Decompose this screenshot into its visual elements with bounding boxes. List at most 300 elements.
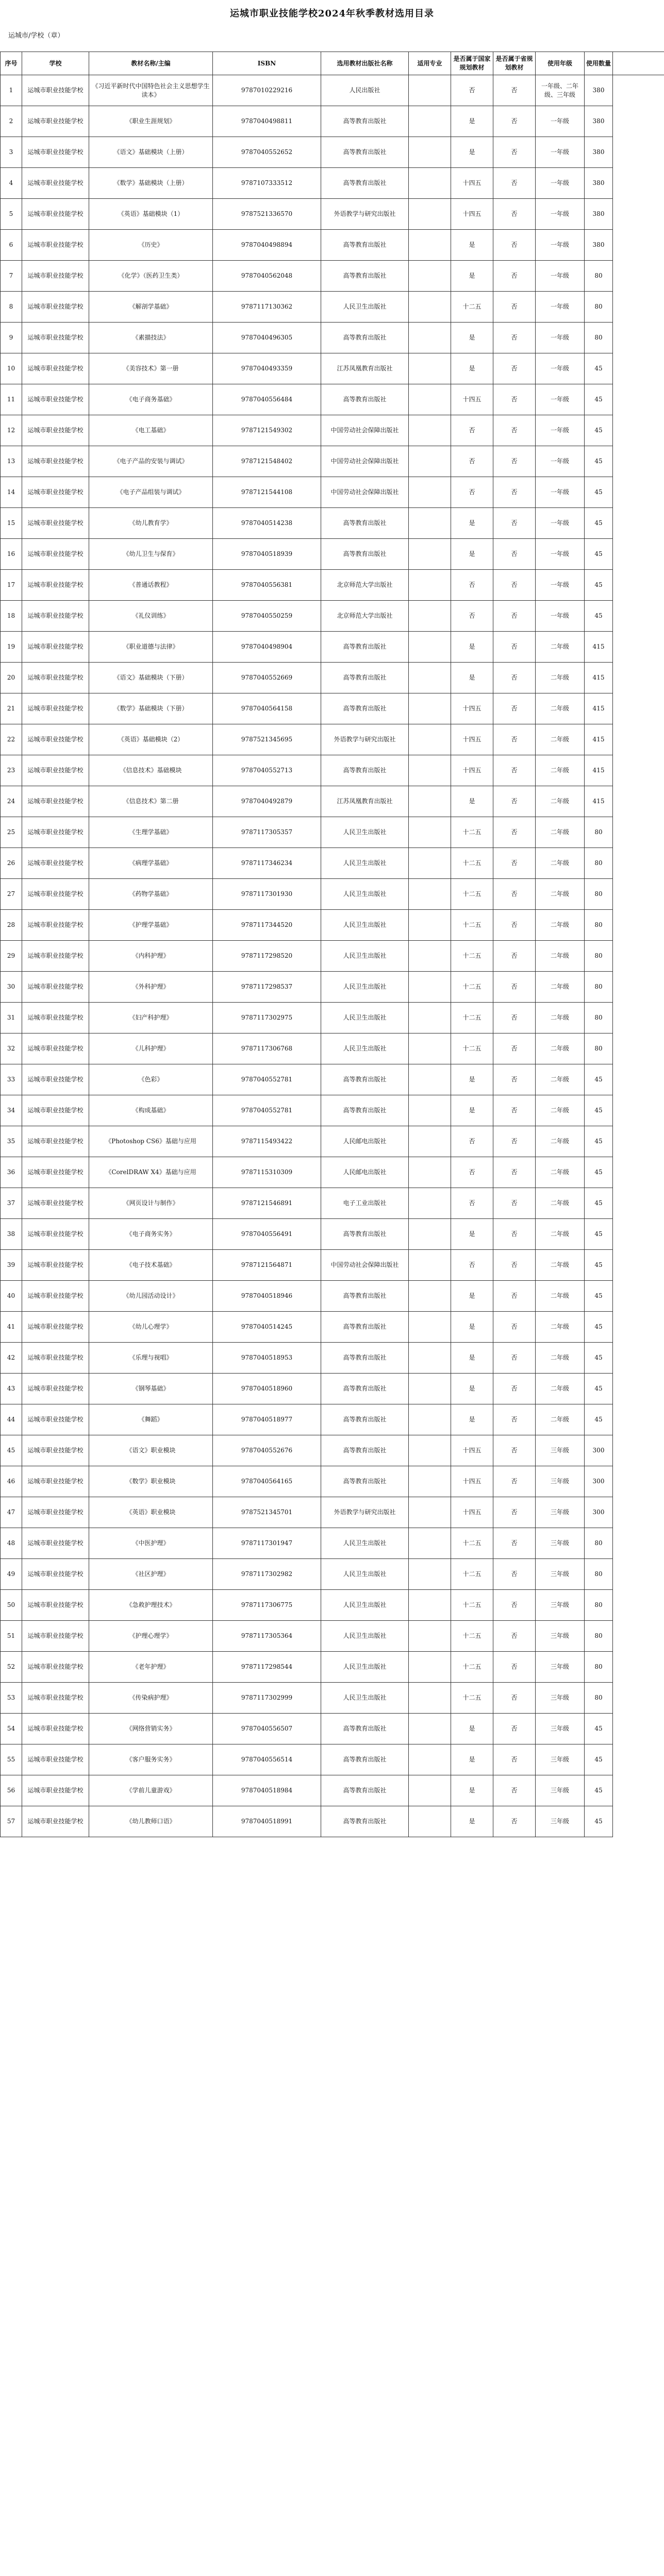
table-cell: 45	[585, 1188, 613, 1219]
table-cell: 运城市职业技能学校	[22, 724, 89, 755]
table-cell: 一年级	[536, 384, 585, 415]
table-cell: 《英语》职业模块	[89, 1497, 213, 1528]
table-cell: 9787040556514	[213, 1744, 321, 1775]
table-cell: 380	[585, 230, 613, 261]
table-cell: 十四五	[451, 168, 493, 199]
table-cell: 运城市职业技能学校	[22, 1095, 89, 1126]
table-cell: 45	[585, 1250, 613, 1281]
table-cell: 否	[493, 1033, 536, 1064]
table-cell: 十二五	[451, 848, 493, 879]
table-row	[1, 199, 664, 230]
table-cell: 三年级	[536, 1590, 585, 1621]
table-cell: 是	[451, 1281, 493, 1312]
table-cell: 否	[493, 817, 536, 848]
table-cell: 运城市职业技能学校	[22, 508, 89, 539]
table-cell: 9787040514238	[213, 508, 321, 539]
table-cell: 三年级	[536, 1744, 585, 1775]
table-cell: 高等教育出版社	[321, 168, 409, 199]
table-cell: 《化学》（医药卫生类）	[89, 261, 213, 292]
table-row	[1, 1250, 664, 1281]
table-cell: 《乐理与视唱》	[89, 1343, 213, 1374]
table-cell: 是	[451, 632, 493, 663]
table-cell: 运城市职业技能学校	[22, 75, 89, 106]
table-cell: 9787040552713	[213, 755, 321, 786]
table-cell: 是	[451, 1806, 493, 1837]
table-cell: 一年级	[536, 508, 585, 539]
table-row	[1, 941, 664, 972]
table-cell: 9787121564871	[213, 1250, 321, 1281]
table-cell: 16	[1, 539, 22, 570]
table-cell: 否	[493, 75, 536, 106]
table-cell: 十二五	[451, 972, 493, 1003]
table-cell: 29	[1, 941, 22, 972]
table-cell: 高等教育出版社	[321, 1435, 409, 1466]
table-cell	[409, 1126, 451, 1157]
table-cell: 否	[493, 1250, 536, 1281]
table-cell: 《职业生涯规划》	[89, 106, 213, 137]
table-cell	[409, 261, 451, 292]
table-cell: 9	[1, 323, 22, 353]
school-stamp-label: 运城市/学校（章）	[8, 32, 64, 40]
table-cell: 一年级	[536, 106, 585, 137]
table-cell: 运城市职业技能学校	[22, 1714, 89, 1744]
header-cell-blank	[613, 52, 664, 75]
table-cell: 人民卫生出版社	[321, 1033, 409, 1064]
table-cell	[409, 724, 451, 755]
table-cell: 十四五	[451, 693, 493, 724]
table-cell: 三年级	[536, 1652, 585, 1683]
table-cell: 运城市职业技能学校	[22, 663, 89, 693]
table-cell: 300	[585, 1497, 613, 1528]
table-cell: 45	[585, 508, 613, 539]
table-cell: 人民卫生出版社	[321, 1528, 409, 1559]
table-cell: 15	[1, 508, 22, 539]
table-row	[1, 879, 664, 910]
table-cell: 是	[451, 1095, 493, 1126]
table-cell: 二年级	[536, 817, 585, 848]
table-cell	[409, 1714, 451, 1744]
table-cell: 二年级	[536, 1219, 585, 1250]
table-cell: 9787040562048	[213, 261, 321, 292]
table-cell: 《素描技法》	[89, 323, 213, 353]
table-cell: 45	[585, 1714, 613, 1744]
table-cell: 否	[493, 1188, 536, 1219]
table-row	[1, 1466, 664, 1497]
table-cell: 十二五	[451, 1559, 493, 1590]
table-cell: 运城市职业技能学校	[22, 446, 89, 477]
table-cell: 人民卫生出版社	[321, 817, 409, 848]
table-cell: 一年级	[536, 168, 585, 199]
table-cell: 《生理学基础》	[89, 817, 213, 848]
table-cell: 二年级	[536, 1095, 585, 1126]
table-cell: 否	[493, 693, 536, 724]
table-cell	[409, 1404, 451, 1435]
table-cell	[409, 879, 451, 910]
table-cell	[409, 693, 451, 724]
table-cell: 一年级	[536, 539, 585, 570]
table-cell: 是	[451, 353, 493, 384]
table-cell: 否	[493, 1219, 536, 1250]
table-cell: 41	[1, 1312, 22, 1343]
table-cell: 《语文》职业模块	[89, 1435, 213, 1466]
table-cell: 二年级	[536, 1250, 585, 1281]
table-cell: 《药物学基础》	[89, 879, 213, 910]
table-cell: 高等教育出版社	[321, 137, 409, 168]
table-cell	[409, 1374, 451, 1404]
table-cell: 30	[1, 972, 22, 1003]
table-cell: 《礼仪训练》	[89, 601, 213, 632]
table-cell: 运城市职业技能学校	[22, 786, 89, 817]
table-row	[1, 446, 664, 477]
table-cell: 80	[585, 972, 613, 1003]
table-cell: 80	[585, 1559, 613, 1590]
table-row	[1, 1528, 664, 1559]
table-cell: 《幼儿教育学》	[89, 508, 213, 539]
table-cell: 80	[585, 1683, 613, 1714]
table-cell: 运城市职业技能学校	[22, 1806, 89, 1837]
table-cell: 运城市职业技能学校	[22, 1744, 89, 1775]
table-cell: 高等教育出版社	[321, 1343, 409, 1374]
table-cell: 北京师范大学出版社	[321, 601, 409, 632]
table-cell: 9787117302975	[213, 1003, 321, 1033]
table-cell	[409, 199, 451, 230]
table-cell: 十四五	[451, 724, 493, 755]
table-cell: 《网页设计与制作》	[89, 1188, 213, 1219]
table-cell: 否	[493, 1003, 536, 1033]
table-cell: 十四五	[451, 755, 493, 786]
table-cell: 45	[585, 1312, 613, 1343]
header-cell: 序号	[1, 52, 22, 75]
table-cell: 9787040556484	[213, 384, 321, 415]
table-cell: 9787040518953	[213, 1343, 321, 1374]
table-cell: 55	[1, 1744, 22, 1775]
table-cell: 运城市职业技能学校	[22, 570, 89, 601]
table-cell: 运城市职业技能学校	[22, 199, 89, 230]
table-cell: 否	[493, 137, 536, 168]
table-cell: 三年级	[536, 1435, 585, 1466]
table-cell	[409, 1621, 451, 1652]
table-cell: 人民卫生出版社	[321, 1652, 409, 1683]
table-cell: 《网络营销实务》	[89, 1714, 213, 1744]
table-cell: 运城市职业技能学校	[22, 1683, 89, 1714]
table-cell: 十二五	[451, 879, 493, 910]
table-cell: 13	[1, 446, 22, 477]
table-cell: 否	[493, 415, 536, 446]
table-cell: 9787115310309	[213, 1157, 321, 1188]
table-cell: 44	[1, 1404, 22, 1435]
table-cell: 十二五	[451, 1528, 493, 1559]
table-cell: 运城市职业技能学校	[22, 230, 89, 261]
table-cell: 380	[585, 75, 613, 106]
table-cell	[409, 1343, 451, 1374]
table-cell: 三年级	[536, 1775, 585, 1806]
table-cell: 高等教育出版社	[321, 1806, 409, 1837]
page-title: 运城市职业技能学校2024年秋季教材选用目录	[229, 8, 435, 19]
table-cell	[409, 1528, 451, 1559]
table-cell: 运城市职业技能学校	[22, 1404, 89, 1435]
table-cell: 80	[585, 879, 613, 910]
table-cell: 57	[1, 1806, 22, 1837]
table-cell: 80	[585, 1528, 613, 1559]
table-cell: 人民卫生出版社	[321, 1683, 409, 1714]
table-cell	[409, 292, 451, 323]
table-cell: 否	[451, 1250, 493, 1281]
table-cell: 人民卫生出版社	[321, 972, 409, 1003]
table-cell: 是	[451, 230, 493, 261]
table-cell: 否	[493, 1497, 536, 1528]
table-cell: 否	[493, 1466, 536, 1497]
table-cell: 是	[451, 323, 493, 353]
table-cell: 《数学》基础模块（上册）	[89, 168, 213, 199]
table-cell: 9787040552652	[213, 137, 321, 168]
table-cell: 高等教育出版社	[321, 384, 409, 415]
table-cell: 是	[451, 261, 493, 292]
table-row	[1, 261, 664, 292]
table-cell: 否	[493, 446, 536, 477]
table-cell: 《钢琴基础》	[89, 1374, 213, 1404]
table-cell: 高等教育出版社	[321, 106, 409, 137]
table-cell	[409, 848, 451, 879]
table-cell: 人民卫生出版社	[321, 1590, 409, 1621]
table-cell: 否	[451, 477, 493, 508]
table-cell: 运城市职业技能学校	[22, 1343, 89, 1374]
table-cell: 9787117130362	[213, 292, 321, 323]
table-cell: 否	[493, 786, 536, 817]
table-cell: 31	[1, 1003, 22, 1033]
table-cell: 9787040514245	[213, 1312, 321, 1343]
table-cell: 否	[493, 724, 536, 755]
table-cell	[409, 1188, 451, 1219]
table-cell: 9787107333512	[213, 168, 321, 199]
table-cell: 《普通话教程》	[89, 570, 213, 601]
table-row	[1, 1095, 664, 1126]
table-cell: 一年级	[536, 230, 585, 261]
table-cell: 415	[585, 724, 613, 755]
table-cell: 运城市职业技能学校	[22, 941, 89, 972]
table-cell: 《英语》基础模块（2）	[89, 724, 213, 755]
table-cell: 9787040518984	[213, 1775, 321, 1806]
table-cell: 《电子产品的安装与调试》	[89, 446, 213, 477]
table-cell: 否	[493, 292, 536, 323]
table-cell: 运城市职业技能学校	[22, 817, 89, 848]
table-cell: 5	[1, 199, 22, 230]
textbook-table-wrap	[0, 52, 664, 1837]
table-cell: 49	[1, 1559, 22, 1590]
table-cell: 二年级	[536, 1033, 585, 1064]
table-cell: 《构成基础》	[89, 1095, 213, 1126]
table-cell: 45	[585, 1404, 613, 1435]
table-cell: 否	[493, 1312, 536, 1343]
table-cell: 否	[493, 1404, 536, 1435]
table-row	[1, 1064, 664, 1095]
table-cell: 《社区护理》	[89, 1559, 213, 1590]
table-cell: 二年级	[536, 632, 585, 663]
table-cell: 否	[493, 168, 536, 199]
table-cell: 人民卫生出版社	[321, 292, 409, 323]
table-cell: 《Photoshop CS6》基础与应用	[89, 1126, 213, 1157]
table-cell: 《客户服务实务》	[89, 1744, 213, 1775]
table-row	[1, 1744, 664, 1775]
table-cell	[409, 972, 451, 1003]
table-row	[1, 1652, 664, 1683]
table-cell: 是	[451, 1064, 493, 1095]
table-cell: 9787040556491	[213, 1219, 321, 1250]
table-cell: 二年级	[536, 755, 585, 786]
table-cell: 80	[585, 1033, 613, 1064]
table-cell: 50	[1, 1590, 22, 1621]
table-cell: 45	[585, 1775, 613, 1806]
table-cell: 380	[585, 137, 613, 168]
table-cell: 十二五	[451, 1652, 493, 1683]
table-cell: 《幼儿心理学》	[89, 1312, 213, 1343]
table-cell: 三年级	[536, 1683, 585, 1714]
table-cell: 45	[585, 353, 613, 384]
table-row	[1, 848, 664, 879]
table-cell: 否	[451, 1157, 493, 1188]
table-cell: 56	[1, 1775, 22, 1806]
table-cell: 45	[585, 1343, 613, 1374]
table-cell: 《电子产品组装与调试》	[89, 477, 213, 508]
table-cell: 45	[585, 1374, 613, 1404]
table-cell: 43	[1, 1374, 22, 1404]
table-header-row	[1, 52, 664, 75]
table-cell: 14	[1, 477, 22, 508]
table-cell: 运城市职业技能学校	[22, 137, 89, 168]
table-cell: 《学前儿童游戏》	[89, 1775, 213, 1806]
table-cell: 《电子技术基础》	[89, 1250, 213, 1281]
table-cell: 运城市职业技能学校	[22, 1281, 89, 1312]
table-row	[1, 817, 664, 848]
table-cell: 一年级	[536, 353, 585, 384]
table-cell: 人民卫生出版社	[321, 1559, 409, 1590]
table-cell: 45	[585, 1219, 613, 1250]
table-cell: 9787117305357	[213, 817, 321, 848]
table-cell: 运城市职业技能学校	[22, 1033, 89, 1064]
table-cell: 否	[493, 477, 536, 508]
table-cell: 否	[451, 1126, 493, 1157]
table-cell: 45	[1, 1435, 22, 1466]
table-cell: 300	[585, 1435, 613, 1466]
table-cell: 否	[493, 941, 536, 972]
table-row	[1, 508, 664, 539]
header-cell: 教材名称/主编	[89, 52, 213, 75]
table-cell	[409, 1590, 451, 1621]
table-cell: 一年级	[536, 292, 585, 323]
table-cell: 中国劳动社会保障出版社	[321, 415, 409, 446]
table-cell: 否	[493, 1559, 536, 1590]
table-cell: 是	[451, 1404, 493, 1435]
table-cell	[409, 1095, 451, 1126]
table-cell	[409, 384, 451, 415]
table-cell	[409, 415, 451, 446]
table-cell: 9787040518991	[213, 1806, 321, 1837]
table-cell: 26	[1, 848, 22, 879]
table-cell: 9787117306775	[213, 1590, 321, 1621]
table-cell: 《数学》基础模块（下册）	[89, 693, 213, 724]
table-cell: 一年级	[536, 137, 585, 168]
table-cell: 运城市职业技能学校	[22, 1528, 89, 1559]
table-cell: 11	[1, 384, 22, 415]
table-cell: 否	[493, 1281, 536, 1312]
table-row	[1, 1033, 664, 1064]
table-row	[1, 1775, 664, 1806]
table-cell: 运城市职业技能学校	[22, 1497, 89, 1528]
table-cell: 35	[1, 1126, 22, 1157]
table-cell: 415	[585, 693, 613, 724]
table-cell: 十二五	[451, 817, 493, 848]
table-cell: 80	[585, 1590, 613, 1621]
table-cell	[409, 539, 451, 570]
table-cell: 运城市职业技能学校	[22, 106, 89, 137]
table-cell: 34	[1, 1095, 22, 1126]
table-cell: 45	[585, 415, 613, 446]
table-cell: 《护理学基础》	[89, 910, 213, 941]
table-cell	[409, 508, 451, 539]
table-cell	[409, 786, 451, 817]
table-cell: 运城市职业技能学校	[22, 1652, 89, 1683]
table-cell: 运城市职业技能学校	[22, 879, 89, 910]
table-row	[1, 1714, 664, 1744]
table-cell: 二年级	[536, 1343, 585, 1374]
table-cell: 二年级	[536, 1188, 585, 1219]
table-cell: 二年级	[536, 848, 585, 879]
table-cell: 9787040552781	[213, 1064, 321, 1095]
table-cell: 9787040556507	[213, 1714, 321, 1744]
table-cell: 否	[493, 261, 536, 292]
table-cell: 3	[1, 137, 22, 168]
table-cell	[409, 1157, 451, 1188]
table-cell: 是	[451, 508, 493, 539]
table-cell: 运城市职业技能学校	[22, 384, 89, 415]
table-cell: 运城市职业技能学校	[22, 1219, 89, 1250]
table-row	[1, 1404, 664, 1435]
table-row	[1, 693, 664, 724]
table-cell: 《老年护理》	[89, 1652, 213, 1683]
table-cell: 十二五	[451, 910, 493, 941]
table-cell: 9787117305364	[213, 1621, 321, 1652]
table-cell: 7	[1, 261, 22, 292]
table-cell: 否	[493, 1374, 536, 1404]
table-cell: 37	[1, 1188, 22, 1219]
table-cell: 运城市职业技能学校	[22, 1126, 89, 1157]
table-cell: 人民出版社	[321, 75, 409, 106]
table-row	[1, 1281, 664, 1312]
table-cell: 17	[1, 570, 22, 601]
table-cell	[409, 477, 451, 508]
table-cell	[409, 1683, 451, 1714]
table-cell: 9787521345701	[213, 1497, 321, 1528]
table-cell: 45	[585, 477, 613, 508]
table-row	[1, 1374, 664, 1404]
table-cell	[409, 1744, 451, 1775]
header-cell: ISBN	[213, 52, 321, 75]
table-cell: 是	[451, 1374, 493, 1404]
table-cell: 6	[1, 230, 22, 261]
table-cell: 否	[451, 1188, 493, 1219]
table-cell: 9787040518946	[213, 1281, 321, 1312]
table-cell: 运城市职业技能学校	[22, 168, 89, 199]
table-cell: 十二五	[451, 1590, 493, 1621]
table-cell: 《历史》	[89, 230, 213, 261]
table-cell: 三年级	[536, 1714, 585, 1744]
table-cell: 9787040498904	[213, 632, 321, 663]
table-cell: 一年级	[536, 601, 585, 632]
table-cell: 运城市职业技能学校	[22, 1435, 89, 1466]
table-cell: 27	[1, 879, 22, 910]
table-cell: 《妇产科护理》	[89, 1003, 213, 1033]
table-row	[1, 570, 664, 601]
table-row	[1, 755, 664, 786]
